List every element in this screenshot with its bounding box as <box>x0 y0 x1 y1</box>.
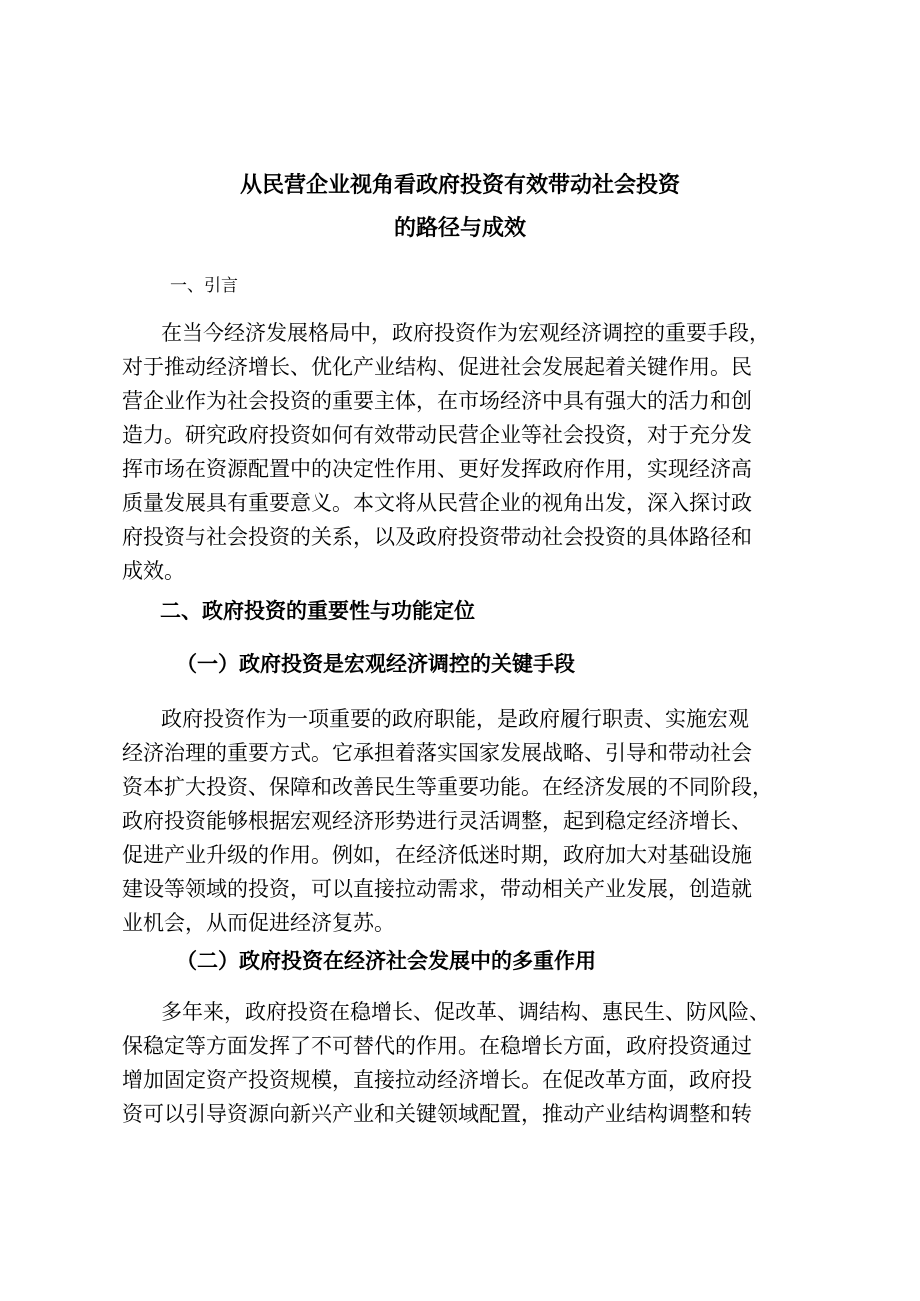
paragraph-subsection-2 <box>122 995 818 1131</box>
paragraph-line: 资可以引导资源向新兴产业和关键领域配置，推动产业结构调整和转 <box>122 1102 752 1126</box>
paragraph-line: 成效。 <box>122 559 185 583</box>
subsection-heading: （一）政府投资是宏观经济调控的关键手段 <box>176 651 575 676</box>
paragraph-line: 增加固定资产投资规模，直接拉动经济增长。在促改革方面，政府投 <box>122 1068 752 1092</box>
paragraph-line: 营企业作为社会投资的重要主体，在市场经济中具有强大的活力和创 <box>122 389 752 413</box>
paragraph-line: 政府投资能够根据宏观经济形势进行灵活调整，起到稳定经济增长、 <box>122 809 752 833</box>
paragraph-line: 促进产业升级的作用。例如，在经济低迷时期，政府加大对基础设施 <box>122 843 752 867</box>
paragraph-subsection-1 <box>122 702 818 940</box>
subsection-heading: （二）政府投资在经济社会发展中的多重作用 <box>176 948 596 973</box>
paragraph-line: 在当今经济发展格局中，政府投资作为宏观经济调控的重要手段， <box>161 321 770 345</box>
paragraph-intro <box>122 316 818 588</box>
paragraph-line: 政府投资作为一项重要的政府职能，是政府履行职责、实施宏观 <box>161 707 749 731</box>
paragraph-line: 保稳定等方面发挥了不可替代的作用。在稳增长方面，政府投资通过 <box>122 1034 752 1058</box>
paragraph-line: 造力。研究政府投资如何有效带动民营企业等社会投资，对于充分发 <box>122 423 752 447</box>
intro-heading: 一、引言 <box>170 276 238 296</box>
document-title-line-1: 从民营企业视角看政府投资有效带动社会投资 <box>239 172 680 198</box>
document-title-line-2: 的路径与成效 <box>393 215 526 241</box>
paragraph-line: 府投资与社会投资的关系，以及政府投资带动社会投资的具体路径和 <box>122 525 752 549</box>
paragraph-line: 质量发展具有重要意义。本文将从民营企业的视角出发，深入探讨政 <box>122 491 752 515</box>
paragraph-line: 业机会，从而促进经济复苏。 <box>122 911 395 935</box>
section-heading: 二、政府投资的重要性与功能定位 <box>160 598 475 623</box>
paragraph-line: 对于推动经济增长、优化产业结构、促进社会发展起着关键作用。民 <box>122 355 752 379</box>
paragraph-line: 挥市场在资源配置中的决定性作用、更好发挥政府作用，实现经济高 <box>122 457 752 481</box>
paragraph-line: 建设等领域的投资，可以直接拉动需求，带动相关产业发展，创造就 <box>122 877 752 901</box>
paragraph-line: 多年来，政府投资在稳增长、促改革、调结构、惠民生、防风险、 <box>161 1000 770 1024</box>
paragraph-line: 资本扩大投资、保障和改善民生等重要功能。在经济发展的不同阶段， <box>122 775 773 799</box>
paragraph-line: 经济治理的重要方式。它承担着落实国家发展战略、引导和带动社会 <box>122 741 752 765</box>
